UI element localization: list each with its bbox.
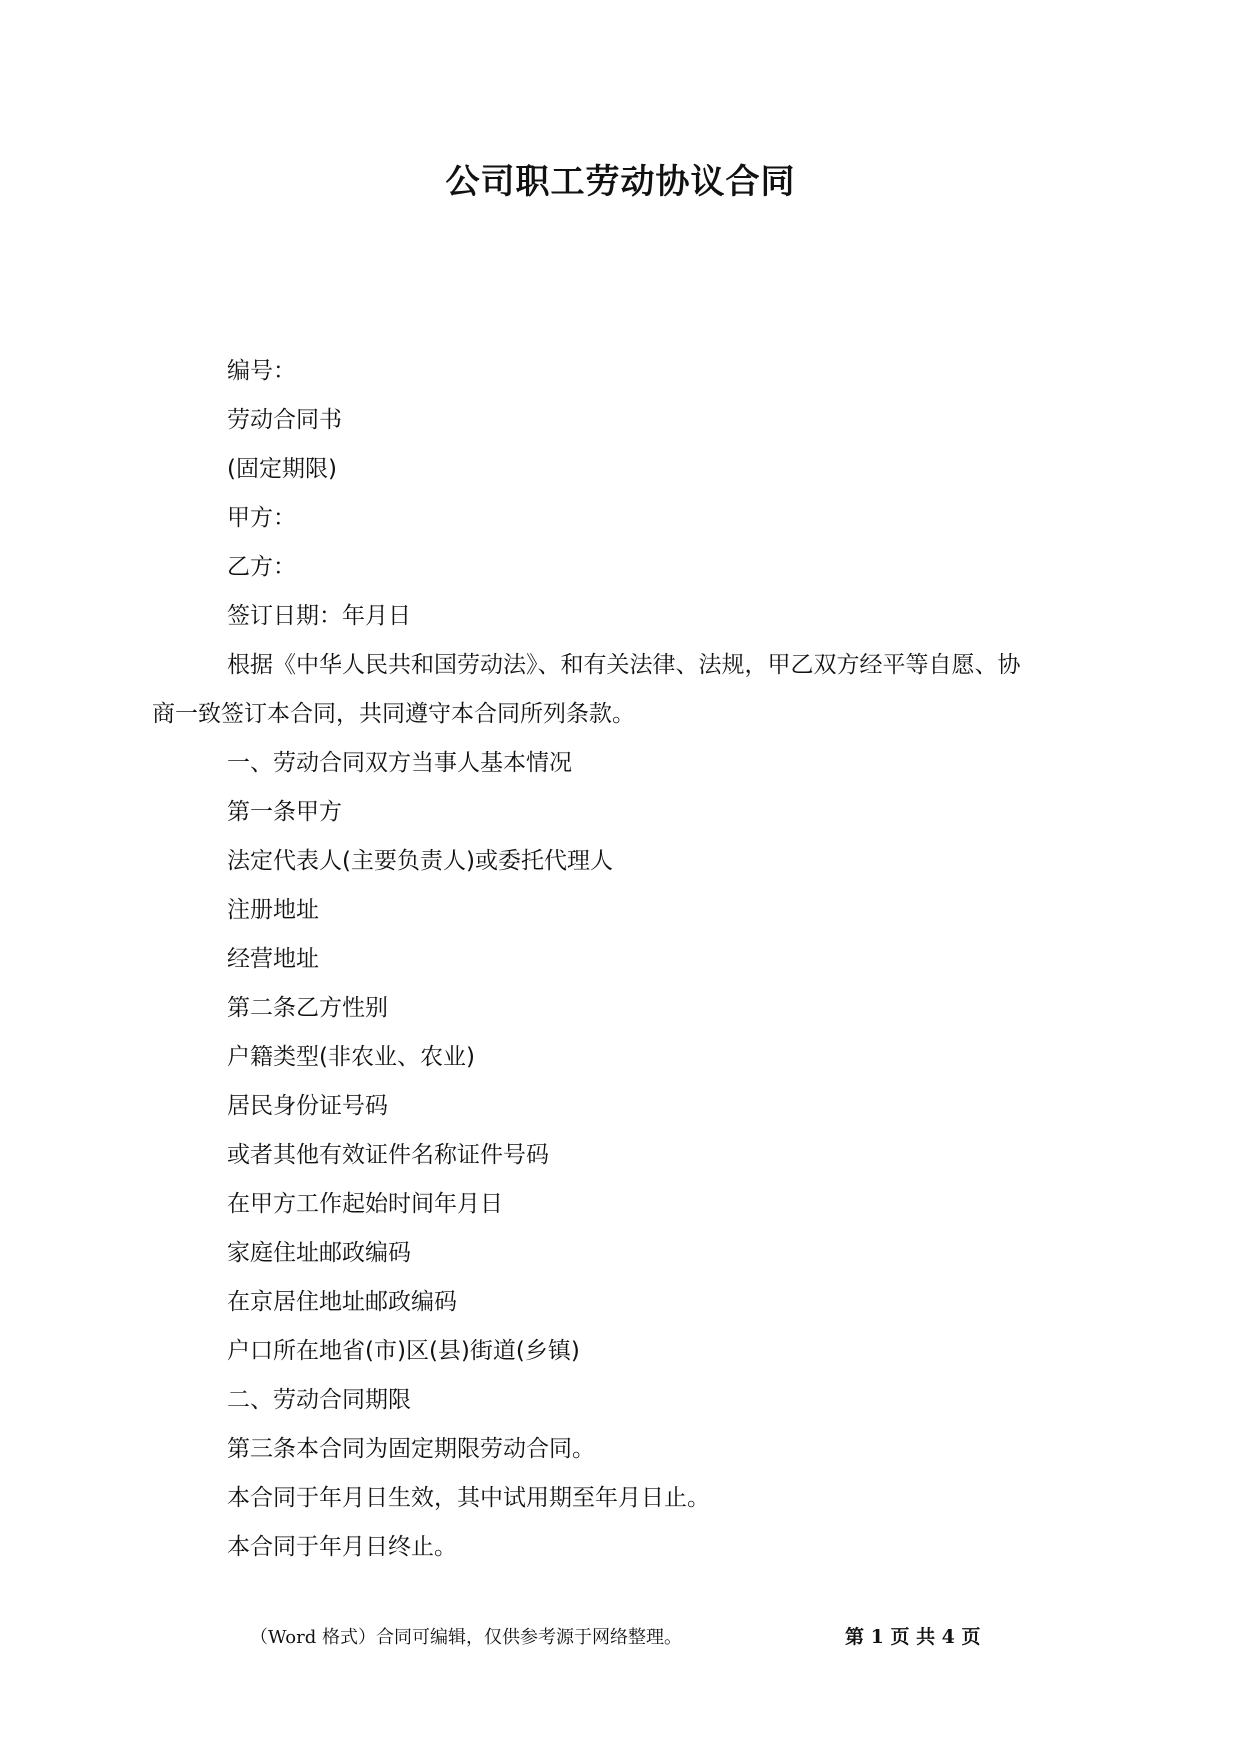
text-line: 第一条甲方 xyxy=(227,799,342,825)
text-line: 劳动合同书 xyxy=(227,407,342,433)
text-line: 根据《中华人民共和国劳动法》、和有关法律、法规，甲乙双方经平等自愿、协 xyxy=(227,652,1021,678)
text-line: 在京居住地址邮政编码 xyxy=(227,1289,457,1315)
text-line: 甲方： xyxy=(227,505,296,531)
text-line: 一、劳动合同双方当事人基本情况 xyxy=(227,750,572,776)
text-line: 家庭住址邮政编码 xyxy=(227,1240,411,1266)
text-line: 注册地址 xyxy=(227,897,319,923)
text-line: 第三条本合同为固定期限劳动合同。 xyxy=(227,1436,595,1462)
text-line: 户口所在地省(市)区(县)街道(乡镇) xyxy=(227,1338,580,1364)
page-number: 第 1 页 共 4 页 xyxy=(845,1626,981,1648)
text-line: (固定期限) xyxy=(227,456,337,482)
text-line: 签订日期：年月日 xyxy=(227,603,411,629)
page-title: 公司职工劳动协议合同 xyxy=(445,162,796,202)
text-line: 经营地址 xyxy=(227,946,319,972)
text-line: 在甲方工作起始时间年月日 xyxy=(227,1191,503,1217)
text-line: 第二条乙方性别 xyxy=(227,995,388,1021)
document-body xyxy=(152,347,1092,1572)
text-line: 二、劳动合同期限 xyxy=(227,1387,411,1413)
text-line: 本合同于年月日生效，其中试用期至年月日止。 xyxy=(227,1485,710,1511)
text-line: 编号： xyxy=(227,358,296,384)
text-line: 商一致签订本合同，共同遵守本合同所列条款。 xyxy=(152,701,635,727)
text-line: 户籍类型(非农业、农业) xyxy=(227,1044,475,1070)
text-line: 本合同于年月日终止。 xyxy=(227,1534,457,1560)
footer-note: （Word 格式）合同可编辑，仅供参考源于网络整理。 xyxy=(250,1627,682,1648)
text-line: 乙方： xyxy=(227,554,296,580)
text-line: 法定代表人(主要负责人)或委托代理人 xyxy=(227,848,613,874)
text-line: 或者其他有效证件名称证件号码 xyxy=(227,1142,549,1168)
text-line: 居民身份证号码 xyxy=(227,1093,388,1119)
